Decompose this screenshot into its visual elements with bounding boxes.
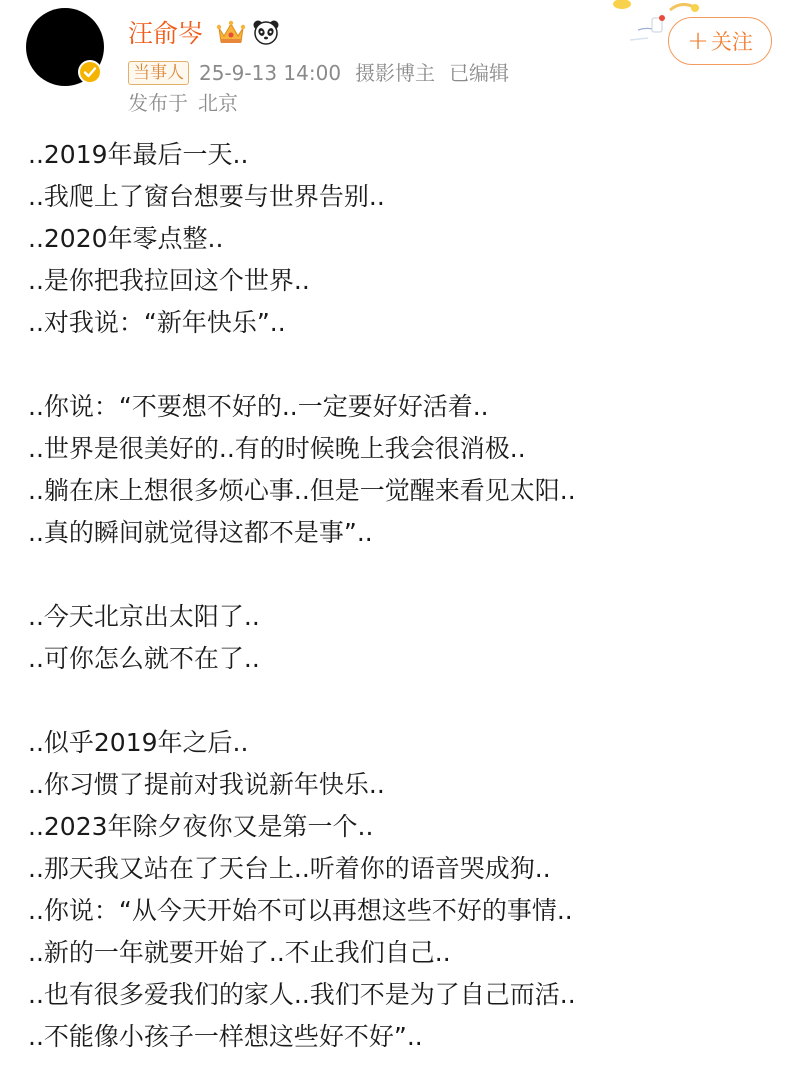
post-line: ..是你把我拉回这个世界..	[28, 266, 310, 295]
post-location	[128, 88, 238, 118]
location-value: 北京	[198, 91, 238, 115]
post-blank-line	[28, 680, 788, 722]
post-line: ..今天北京出太阳了..	[28, 602, 260, 631]
post-line: ..躺在床上想很多烦心事..但是一觉醒来看见太阳..	[28, 476, 576, 505]
post-line: ..不能像小孩子一样想这些好不好”..	[28, 1022, 423, 1051]
post-line: ..2023年除夕夜你又是第一个..	[28, 812, 374, 841]
post-line: ..新的一年就要开始了..不止我们自己..	[28, 938, 451, 967]
plus-icon: +	[687, 26, 709, 56]
insider-badge: 当事人	[128, 61, 189, 85]
user-role: 摄影博主	[355, 61, 436, 85]
user-name[interactable]: 汪俞岑	[128, 19, 204, 48]
follow-label: 关注	[710, 30, 753, 54]
post-line: ..似乎2019年之后..	[28, 728, 249, 757]
post-line: ..对我说：“新年快乐”..	[28, 308, 286, 337]
edit-status[interactable]: 已编辑	[449, 61, 510, 85]
post-line: ..可你怎么就不在了..	[28, 644, 260, 673]
location-prefix: 发布于	[128, 91, 188, 115]
post-line: ..你说：“从今天开始不可以再想这些不好的事情..	[28, 896, 573, 925]
post-line: ..也有很多爱我们的家人..我们不是为了自己而活..	[28, 980, 576, 1009]
verified-icon	[78, 60, 102, 84]
follow-button[interactable]	[668, 17, 772, 65]
post-line: ..世界是很美好的..有的时候晚上我会很消极..	[28, 434, 526, 463]
post-timestamp: 25-9-13 14:00	[199, 61, 342, 85]
post-line: ..那天我又站在了天台上..听着你的语音哭成狗..	[28, 854, 551, 883]
post-line: ..2019年最后一天..	[28, 140, 249, 169]
post-line: ..你说：“不要想不好的..一定要好好活着..	[28, 392, 489, 421]
crown-icon	[216, 18, 246, 50]
post-line: ..真的瞬间就觉得这都不是事”..	[28, 518, 373, 547]
post-line: ..你习惯了提前对我说新年快乐..	[28, 770, 385, 799]
post-line: ..我爬上了窗台想要与世界告别..	[28, 182, 385, 211]
post-meta	[128, 58, 509, 88]
post-blank-line	[28, 554, 788, 596]
post-body	[28, 134, 788, 1058]
post-line: ..2020年零点整..	[28, 224, 224, 253]
panda-icon	[252, 18, 280, 50]
post-blank-line	[28, 344, 788, 386]
